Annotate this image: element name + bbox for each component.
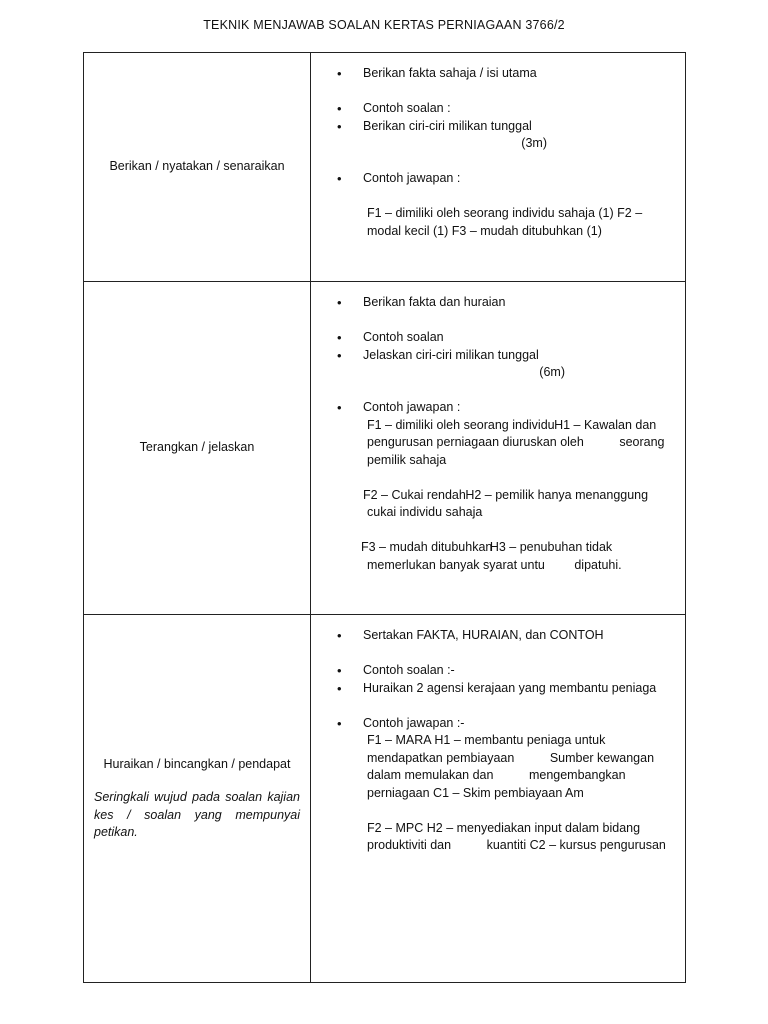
answer-block	[337, 417, 675, 575]
guidance-list	[337, 65, 675, 83]
answer-line: kuantiti	[486, 838, 527, 852]
row-keyword: Terangkan / jelaskan	[139, 440, 255, 455]
answer-line: H2 – pemilik hanya menanggung cukai individu sahaja	[367, 487, 649, 519]
guidance-list	[337, 329, 675, 364]
guidance-list	[337, 170, 675, 188]
guidance-list	[337, 399, 675, 417]
list-item: • Jelaskan ciri-ciri milikan tunggal	[337, 347, 675, 365]
answer-block	[337, 732, 675, 855]
table-row	[84, 615, 686, 983]
answer-line: F1 – dimiliki oleh seorang individu sahaja (1)	[367, 206, 614, 220]
marks-label: (3m)	[521, 136, 547, 150]
answer-line: H3 – penubuhan tidak memerlukan banyak syarat untu	[367, 540, 613, 572]
answer-line: F2 – modal kecil (1)	[367, 206, 643, 238]
answer-line: H2 – menyediakan input dalam bidang produktiviti dan	[367, 820, 641, 852]
row-keyword-cell	[84, 615, 311, 983]
row-guidance-cell	[311, 282, 686, 615]
answer-block	[337, 205, 675, 240]
marks-label: (6m)	[539, 365, 565, 379]
answer-line: H1 – Kawalan dan pengurusan perniagaan diuruskan oleh	[367, 417, 657, 449]
row-keyword: Berikan / nyatakan / senaraikan	[109, 159, 285, 174]
list-item: • Contoh soalan	[337, 329, 675, 347]
list-item: • Contoh soalan :	[337, 100, 675, 118]
row-note: Seringkali wujud pada soalan kajian kes / soalan yang mempunyai petikan.	[94, 790, 300, 839]
list-item: • Berikan ciri-ciri milikan tunggal	[337, 118, 675, 136]
list-item: • Sertakan FAKTA, HURAIAN, dan CONTOH	[337, 627, 675, 645]
row-keyword-cell	[84, 53, 311, 282]
row-guidance-cell	[311, 53, 686, 282]
answer-line: dipatuhi.	[574, 557, 622, 572]
answer-line: Sumber kewangan dalam memulakan dan	[367, 750, 655, 782]
list-item: • Contoh jawapan :-	[337, 715, 675, 733]
document-title: TEKNIK MENJAWAB SOALAN KERTAS PERNIAGAAN 3766/2	[203, 18, 565, 32]
list-item: • Contoh soalan :-	[337, 662, 675, 680]
answer-line: C2 – kursus pengurusan	[529, 838, 666, 852]
table-row	[84, 282, 686, 615]
answer-line: seorang pemilik sahaja	[367, 435, 665, 467]
guidance-list	[337, 662, 675, 697]
answer-line: F1 – dimiliki oleh seorang individu	[367, 417, 555, 432]
guidance-list	[337, 627, 675, 645]
table-row	[84, 53, 686, 282]
answer-line: mengembangkan perniagaan	[367, 768, 626, 800]
list-item: • Contoh jawapan :	[337, 399, 675, 417]
answer-line: F2 – Cukai rendah	[363, 487, 466, 502]
list-item: • Contoh jawapan :	[337, 170, 675, 188]
answer-line: F3 – mudah ditubuhkan	[361, 540, 493, 554]
answer-line: F1 – MARA	[367, 733, 431, 747]
list-item: • Berikan fakta dan huraian	[337, 294, 675, 312]
list-item: • Berikan fakta sahaja / isi utama	[337, 65, 675, 83]
guidance-list	[337, 294, 675, 312]
row-guidance-cell	[311, 615, 686, 983]
answer-line: F3 – mudah ditubuhkan (1)	[451, 223, 602, 238]
answer-technique-table	[83, 52, 686, 983]
guidance-list	[337, 100, 675, 135]
answer-line: H1 – membantu peniaga untuk mendapatkan pembiayaan	[367, 733, 606, 765]
guidance-list	[337, 715, 675, 733]
answer-line: C1 – Skim pembiayaan Am	[433, 785, 584, 800]
answer-line: F2 – MPC	[367, 820, 424, 835]
row-keyword: Huraikan / bincangkan / pendapat	[103, 756, 291, 771]
row-keyword-cell	[84, 282, 311, 615]
list-item: • Huraikan 2 agensi kerajaan yang membantu peniaga	[337, 680, 675, 698]
